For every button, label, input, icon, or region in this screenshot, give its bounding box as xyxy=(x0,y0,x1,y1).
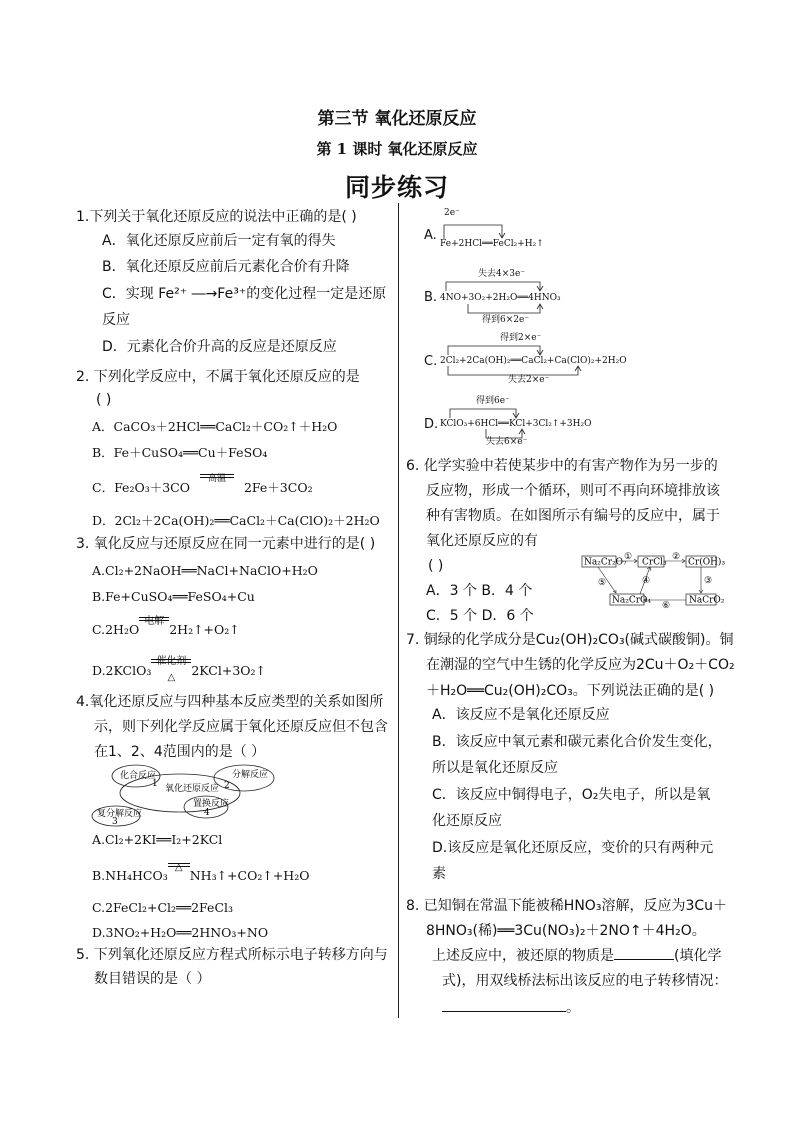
q2-c-right: 2Fe＋3CO₂ xyxy=(243,480,313,495)
q7-option-b-cont: 所以是氧化还原反应 xyxy=(432,760,558,776)
q3-c-condition xyxy=(139,618,169,645)
q2-c-condition xyxy=(200,476,234,503)
q8-line-3-tail: (填化学 xyxy=(674,948,722,964)
q5-b-top-label: 失去4×3e⁻ xyxy=(478,269,526,279)
q2-option-d: D．2Cl₂＋2Ca(OH)₂══CaCl₂＋Ca(ClO)₂＋2H₂O xyxy=(92,513,380,528)
q3-c-right: 2H₂↑+O₂↑ xyxy=(169,622,240,637)
label-croh3: Cr(OH)₃ xyxy=(688,557,726,568)
q6-options-ab: A．3 个 B．4 个 xyxy=(426,583,533,599)
answer-blank-reduced-substance[interactable] xyxy=(614,945,674,960)
q1-option-c-cont: 反应 xyxy=(102,312,130,328)
label-double-replacement: 复分解反应 xyxy=(97,809,143,819)
label-na2cro4: Na₂CrO₄ xyxy=(612,595,652,606)
step-5: ⑤ xyxy=(598,578,607,588)
q3-option-c xyxy=(92,616,240,645)
q5-c-top-label: 得到2×e⁻ xyxy=(500,333,542,343)
q8-line-3-text: 上述反应中，被还原的物质是 xyxy=(432,948,614,964)
label-decomposition: 分解反应 xyxy=(232,770,269,780)
q2-option-b: B．Fe＋CuSO₄══Cu＋FeSO₄ xyxy=(92,445,268,460)
column-divider xyxy=(398,203,399,1018)
q4-stem-3: 在1、2、4范围内的是（ ） xyxy=(94,744,266,760)
practice-title: 同步练习 xyxy=(344,173,449,202)
q4-stem-1: 4.氧化还原反应与四种基本反应类型的关系如图所 xyxy=(76,694,384,710)
q5-stem-1: 5. 下列氧化还原反应方程式所标示电子转移方向与 xyxy=(76,947,388,963)
q8-line-1: 8. 已知铜在常温下能被稀HNO₃溶解，反应为3Cu＋ xyxy=(406,898,727,914)
q1-stem: 1.下列关于氧化还原反应的说法中正确的是( ) xyxy=(76,209,357,225)
chromium-cycle-diagram xyxy=(580,552,726,611)
q8-line-5 xyxy=(442,995,580,1022)
q3-c-left: C.2H₂O xyxy=(92,622,140,637)
q3-d-cond-text: 催化剂 xyxy=(156,656,187,667)
q5-d-equation: KClO₃+6HCl══KCl+3Cl₂↑+3H₂O xyxy=(440,419,592,429)
q2-c-left: C．Fe₂O₃＋3CO xyxy=(92,480,190,495)
region-3: 3 xyxy=(112,817,118,827)
region-4: 4 xyxy=(204,808,210,818)
label-redox: 氧化还原反应 xyxy=(165,784,220,794)
q3-c-cond-text: 电解 xyxy=(144,616,165,627)
step-1: ① xyxy=(624,552,633,562)
q8-line-3 xyxy=(432,943,721,970)
q7-option-d-cont: 素 xyxy=(432,866,446,882)
q8-line-2: 8HNO₃(稀)══3Cu(NO₃)₂＋2NO↑＋4H₂O。 xyxy=(426,923,706,939)
step-3: ③ xyxy=(704,576,713,586)
q6-line-3: 种有害物质。在如图所示有编号的反应中，属于 xyxy=(426,508,720,524)
q3-option-b: B.Fe+CuSO₄══FeSO₄+Cu xyxy=(92,589,255,604)
q5-option-d-label: D. xyxy=(424,417,439,432)
q6-line-4: 氧化还原反应的有 xyxy=(426,533,538,549)
q2-c-cond-text: 高温 xyxy=(207,474,226,484)
q4-b-right: NH₃↑+CO₂↑+H₂O xyxy=(189,868,310,883)
q7-option-a: A．该反应不是氧化还原反应 xyxy=(432,707,610,723)
reaction-types-diagram xyxy=(92,763,282,825)
q7-option-b: B．该反应中氧元素和碳元素化合价发生变化， xyxy=(432,734,722,750)
q5-d-bottom-label: 失去6×e⁻ xyxy=(486,437,528,447)
q5-b-equation: 4NO+3O₂+2H₂O══4HNO₃ xyxy=(440,293,561,303)
q5-c-bottom-label: 失去2×e⁻ xyxy=(508,375,550,385)
q4-option-a: A.Cl₂+2KI══I₂+2KCl xyxy=(92,832,223,847)
q7-line-3: ＋H₂O══Cu₂(OH)₂CO₃。下列说法正确的是( ) xyxy=(426,683,715,699)
q6-options-cd: C．5 个 D．6 个 xyxy=(426,608,534,624)
q8-line-4: 式)，用双线桥法标出该反应的电子转移情况： xyxy=(442,973,728,989)
q4-option-c: C.2FeCl₂+Cl₂══2FeCl₃ xyxy=(92,900,234,915)
step-6: ⑥ xyxy=(662,601,671,611)
label-na2cr2o7: Na₂Cr₂O₇ xyxy=(584,557,627,568)
q6-paren: ( ) xyxy=(428,558,444,574)
label-nacro2: NaCrO₂ xyxy=(689,595,725,606)
q7-line-1: 7. 铜绿的化学成分是Cu₂(OH)₂CO₃(碱式碳酸铜)。铜 xyxy=(406,632,734,648)
q5-a-electrons: 2e⁻ xyxy=(444,208,460,218)
q3-stem: 3. 氧化反应与还原反应在同一元素中进行的是( ) xyxy=(76,536,376,552)
q3-d-cond-text-2: △ xyxy=(167,672,176,683)
q7-option-d: D.该反应是氧化还原反应，变价的只有两种元 xyxy=(432,840,714,856)
q4-b-condition xyxy=(168,864,190,891)
q5-a-equation: Fe+2HCl══FeCl₂+H₂↑ xyxy=(440,239,544,249)
label-crcl3: CrCl₃ xyxy=(642,557,667,568)
q1-option-a: A．氧化还原反应前后一定有氧的得失 xyxy=(102,233,336,249)
label-combination: 化合反应 xyxy=(120,771,157,781)
region-2: 2 xyxy=(224,781,230,791)
q7-option-c: C．该反应中铜得电子，O₂失电子，所以是氧 xyxy=(432,787,711,803)
lesson-title: 第 1 课时 氧化还原反应 xyxy=(316,140,478,158)
q4-option-b xyxy=(92,862,309,891)
region-1: 1 xyxy=(152,779,158,789)
q6-line-2: 反应物，形成一个循环，则可不再向环境排放该 xyxy=(426,483,720,499)
q3-d-right: 2KCl+3O₂↑ xyxy=(191,663,267,678)
q4-b-cond-text: △ xyxy=(174,862,183,873)
q4-stem-2: 示，则下列化学反应属于氧化还原反应但不包含 xyxy=(94,719,388,735)
q5-option-c-label: C. xyxy=(424,354,438,369)
q5-c-equation: 2Cl₂+2Ca(OH)₂══CaCl₂+Ca(ClO)₂+2H₂O xyxy=(440,356,627,366)
q7-option-c-cont: 化还原反应 xyxy=(432,813,502,829)
q3-option-d xyxy=(92,657,266,686)
q1-option-d: D．元素化合价升高的反应是还原反应 xyxy=(102,339,337,355)
q4-option-d: D.3NO₂+H₂O══2HNO₃+NO xyxy=(92,925,269,940)
q5-stem-2: 数目错误的是（ ） xyxy=(94,971,211,987)
q1-option-b: B．氧化还原反应前后元素化合价有升降 xyxy=(102,259,350,275)
q8-line-5-tail: 。 xyxy=(566,1000,580,1016)
q5-b-top-arrow xyxy=(440,279,560,291)
q2-option-a: A．CaCO₃＋2HCl══CaCl₂＋CO₂↑＋H₂O xyxy=(92,419,338,434)
q1-option-c: C．实现 Fe²⁺ ―→Fe³⁺的变化过程一定是还原 xyxy=(102,286,387,302)
q3-d-left: D.2KClO₃ xyxy=(92,663,152,678)
q3-option-a: A.Cl₂+2NaOH══NaCl+NaClO+H₂O xyxy=(92,563,318,578)
q5-d-top-label: 得到6e⁻ xyxy=(476,396,510,406)
q5-b-bottom-label: 得到6×2e⁻ xyxy=(482,315,530,325)
q4-b-left: B.NH₄HCO₃ xyxy=(92,868,168,883)
step-2: ② xyxy=(672,552,681,562)
q5-option-b-label: B. xyxy=(424,290,438,305)
answer-blank-electron-transfer[interactable] xyxy=(442,997,566,1012)
q2-option-c xyxy=(92,474,313,503)
q2-stem: 2. 下列化学反应中，不属于氧化还原反应的是 xyxy=(76,369,360,385)
q5-d-top-arrow xyxy=(440,406,570,418)
q5-option-a-label: A. xyxy=(424,228,437,243)
q7-line-2: 在潮湿的空气中生锈的化学反应为2Cu＋O₂＋CO₂ xyxy=(426,657,735,673)
q2-paren: ( ) xyxy=(96,392,112,408)
q6-line-1: 6. 化学实验中若使某步中的有害产物作为另一步的 xyxy=(406,458,718,474)
section-title: 第三节 氧化还原反应 xyxy=(317,109,477,129)
step-4: ④ xyxy=(642,576,651,586)
label-displacement: 置换反应 xyxy=(193,799,230,809)
q3-d-condition xyxy=(151,656,191,686)
q5-c-top-arrow xyxy=(440,343,600,355)
